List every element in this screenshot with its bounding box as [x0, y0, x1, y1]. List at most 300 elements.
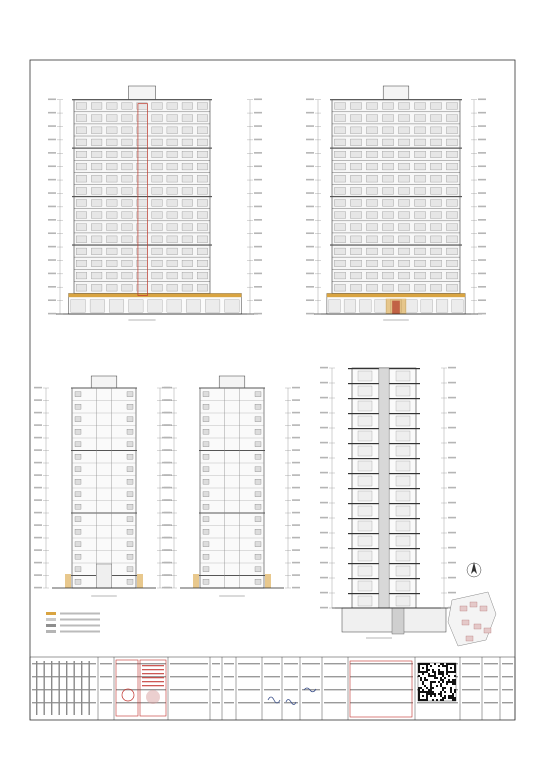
roof-room	[128, 86, 155, 100]
level-mark	[320, 472, 328, 474]
site-building	[484, 628, 491, 633]
room	[358, 476, 372, 486]
level-mark	[48, 192, 56, 194]
window	[382, 151, 393, 158]
level-mark	[306, 192, 314, 194]
level-mark	[162, 549, 170, 551]
qr-module	[448, 695, 450, 697]
window	[382, 139, 393, 146]
window	[446, 236, 457, 243]
window	[76, 260, 87, 267]
qr-module	[454, 679, 456, 681]
window	[414, 127, 425, 134]
window	[167, 224, 178, 231]
entrance	[96, 564, 111, 588]
window	[75, 479, 81, 484]
window	[334, 236, 345, 243]
title-block-text-bar	[264, 689, 280, 690]
shopfront	[406, 300, 418, 313]
window	[350, 163, 361, 170]
qr-module	[440, 695, 442, 697]
qr-finder	[422, 695, 424, 697]
title-block-text-bar	[462, 702, 480, 703]
legend-swatch	[46, 630, 56, 633]
window	[91, 260, 102, 267]
qr-module	[434, 693, 436, 695]
window	[414, 151, 425, 158]
window	[182, 163, 193, 170]
window	[127, 579, 133, 584]
title-block-text-bar	[212, 689, 220, 690]
level-mark	[292, 449, 300, 451]
company-text-stripe	[89, 661, 90, 715]
site-building	[462, 620, 469, 625]
qr-module	[450, 681, 452, 683]
window	[122, 212, 133, 219]
level-mark	[306, 232, 314, 234]
level-mark	[48, 286, 56, 288]
window	[152, 115, 163, 122]
qr-module	[446, 681, 448, 683]
window	[122, 187, 133, 194]
qr-module	[428, 673, 430, 675]
title-block-text-bar	[324, 663, 346, 664]
window	[137, 260, 148, 267]
window	[197, 212, 208, 219]
qr-module	[428, 669, 430, 671]
room	[358, 596, 372, 606]
window	[382, 127, 393, 134]
legend-swatch	[46, 612, 56, 615]
shopfront	[375, 300, 387, 313]
qr-module	[440, 679, 442, 681]
window	[76, 103, 87, 110]
level-mark	[34, 424, 42, 426]
window	[106, 200, 117, 207]
qr-module	[450, 697, 452, 699]
window	[446, 175, 457, 182]
legend-text-bar	[60, 613, 100, 615]
window	[197, 115, 208, 122]
window	[203, 404, 209, 409]
qr-module	[430, 693, 432, 695]
window	[255, 504, 261, 509]
qr-module	[452, 695, 454, 697]
room	[396, 521, 410, 531]
level-mark	[448, 427, 456, 429]
company-text-stripe	[66, 661, 67, 715]
shopfront	[148, 300, 163, 313]
window	[398, 103, 409, 110]
window	[414, 236, 425, 243]
window	[414, 200, 425, 207]
window	[430, 272, 441, 279]
level-mark	[254, 232, 262, 234]
window	[75, 504, 81, 509]
side-elevation-right	[162, 376, 300, 596]
qr-module	[422, 683, 424, 685]
qr-module	[436, 677, 438, 679]
qr-module	[428, 691, 430, 693]
window	[182, 115, 193, 122]
window	[76, 212, 87, 219]
window	[137, 187, 148, 194]
qr-module	[430, 689, 432, 691]
window	[414, 187, 425, 194]
level-mark	[306, 299, 314, 301]
window	[91, 103, 102, 110]
qr-module	[442, 675, 444, 677]
window	[382, 284, 393, 291]
window	[122, 236, 133, 243]
window	[106, 272, 117, 279]
level-mark	[162, 474, 170, 476]
level-mark	[448, 547, 456, 549]
window	[255, 417, 261, 422]
title-block-text-bar	[484, 689, 498, 690]
qr-module	[430, 681, 432, 683]
qr-module	[444, 665, 446, 667]
window	[182, 103, 193, 110]
level-mark	[448, 487, 456, 489]
level-mark	[254, 313, 262, 315]
window	[366, 200, 377, 207]
qr-module	[418, 675, 420, 677]
window	[414, 103, 425, 110]
qr-module	[432, 681, 434, 683]
level-mark	[292, 462, 300, 464]
qr-module	[440, 673, 442, 675]
window	[152, 284, 163, 291]
window	[182, 248, 193, 255]
level-mark	[478, 219, 486, 221]
shopfront	[436, 300, 448, 313]
qr-module	[440, 671, 442, 673]
room	[396, 386, 410, 396]
level-mark	[478, 165, 486, 167]
title-block-text-bar	[170, 689, 208, 690]
level-mark	[34, 437, 42, 439]
title-block-text-bar	[302, 663, 320, 664]
window	[122, 248, 133, 255]
window	[366, 212, 377, 219]
window	[182, 200, 193, 207]
window	[76, 139, 87, 146]
level-mark	[292, 562, 300, 564]
level-mark	[448, 472, 456, 474]
level-mark	[34, 499, 42, 501]
window	[398, 284, 409, 291]
window	[334, 187, 345, 194]
window	[152, 151, 163, 158]
level-mark	[478, 246, 486, 248]
company-text-stripe	[81, 661, 82, 715]
window	[255, 429, 261, 434]
window	[398, 175, 409, 182]
level-mark	[34, 562, 42, 564]
title-block-text-bar	[324, 676, 346, 677]
title-block-text-bar	[170, 702, 208, 703]
window	[127, 529, 133, 534]
level-mark	[162, 524, 170, 526]
qr-module	[452, 683, 454, 685]
shopfront	[128, 300, 143, 313]
window	[197, 272, 208, 279]
level-mark	[254, 139, 262, 141]
window	[137, 224, 148, 231]
window	[366, 175, 377, 182]
window	[382, 236, 393, 243]
window	[430, 139, 441, 146]
certification-text-bar	[142, 669, 164, 670]
room	[358, 401, 372, 411]
window	[366, 103, 377, 110]
title-block-text-bar	[100, 702, 112, 703]
title-block-text-bar	[462, 676, 480, 677]
window	[382, 260, 393, 267]
shopfront	[359, 300, 371, 313]
window	[382, 248, 393, 255]
window	[106, 127, 117, 134]
window	[76, 115, 87, 122]
level-mark	[320, 502, 328, 504]
window	[152, 200, 163, 207]
level-mark	[48, 273, 56, 275]
slab-band	[71, 450, 137, 451]
title-block-text-bar	[502, 702, 513, 703]
certification-text-bar	[142, 673, 164, 674]
level-mark	[48, 206, 56, 208]
level-mark	[448, 382, 456, 384]
window	[414, 212, 425, 219]
qr-module	[442, 681, 444, 683]
window	[106, 224, 117, 231]
site-building	[480, 606, 487, 611]
qr-module	[452, 681, 454, 683]
window	[430, 284, 441, 291]
level-mark	[162, 424, 170, 426]
qr-module	[452, 679, 454, 681]
room	[358, 521, 372, 531]
window	[127, 404, 133, 409]
site-building	[474, 624, 481, 629]
window	[430, 260, 441, 267]
window	[182, 272, 193, 279]
qr-module	[442, 689, 444, 691]
window	[382, 175, 393, 182]
level-mark	[306, 246, 314, 248]
title-block-text-bar	[238, 702, 260, 703]
level-mark	[478, 206, 486, 208]
title-block-text-bar	[502, 676, 513, 677]
level-mark	[292, 574, 300, 576]
side-elevation-left	[34, 376, 172, 596]
level-mark	[34, 587, 42, 589]
level-mark	[478, 98, 486, 100]
window	[122, 175, 133, 182]
title-block-text-bar	[116, 663, 166, 664]
level-mark	[254, 112, 262, 114]
window	[91, 175, 102, 182]
slab-band	[199, 575, 265, 576]
level-mark	[48, 246, 56, 248]
level-mark	[292, 549, 300, 551]
window	[122, 103, 133, 110]
window	[197, 236, 208, 243]
level-mark	[162, 487, 170, 489]
window	[350, 175, 361, 182]
level-mark	[254, 179, 262, 181]
room	[358, 431, 372, 441]
room	[358, 491, 372, 501]
window	[76, 127, 87, 134]
level-mark	[34, 537, 42, 539]
shopfront	[90, 300, 105, 313]
window	[430, 115, 441, 122]
qr-module	[430, 687, 432, 689]
window	[152, 139, 163, 146]
qr-module	[430, 675, 432, 677]
qr-module	[444, 695, 446, 697]
window	[398, 139, 409, 146]
title-block-text-bar	[264, 663, 280, 664]
level-mark	[306, 259, 314, 261]
window	[127, 567, 133, 572]
qr-module	[428, 663, 430, 665]
window	[203, 567, 209, 572]
qr-module	[444, 697, 446, 699]
level-mark	[320, 592, 328, 594]
level-mark	[48, 232, 56, 234]
level-mark	[306, 112, 314, 114]
level-mark	[48, 313, 56, 315]
qr-module	[438, 671, 440, 673]
title-block-text-bar	[284, 663, 298, 664]
window	[382, 115, 393, 122]
window	[122, 224, 133, 231]
qr-module	[440, 699, 442, 701]
room	[396, 566, 410, 576]
window	[75, 442, 81, 447]
window	[76, 200, 87, 207]
level-mark	[292, 587, 300, 589]
level-mark	[320, 412, 328, 414]
title-block-text-bar	[484, 663, 498, 664]
window	[106, 175, 117, 182]
level-mark	[306, 219, 314, 221]
level-mark	[34, 574, 42, 576]
title-block-text-bar	[32, 689, 96, 690]
title-block-text-bar	[32, 663, 96, 664]
room	[396, 416, 410, 426]
level-mark	[448, 592, 456, 594]
level-mark	[448, 412, 456, 414]
shopfront	[186, 300, 201, 313]
level-mark	[254, 192, 262, 194]
window	[152, 127, 163, 134]
qr-module	[442, 687, 444, 689]
window	[137, 272, 148, 279]
title-block-text-bar	[224, 676, 234, 677]
room	[358, 566, 372, 576]
window	[203, 579, 209, 584]
room	[396, 476, 410, 486]
slab-band	[72, 196, 212, 197]
window	[350, 224, 361, 231]
window	[197, 248, 208, 255]
window	[414, 139, 425, 146]
room	[358, 551, 372, 561]
window	[255, 454, 261, 459]
window	[167, 103, 178, 110]
room	[396, 491, 410, 501]
window	[167, 248, 178, 255]
level-mark	[34, 512, 42, 514]
window	[366, 224, 377, 231]
window	[91, 200, 102, 207]
title-block-text-bar	[212, 676, 220, 677]
window	[137, 200, 148, 207]
window	[334, 115, 345, 122]
window	[203, 417, 209, 422]
window	[75, 554, 81, 559]
window	[127, 454, 133, 459]
window	[334, 103, 345, 110]
qr-module	[440, 691, 442, 693]
level-mark	[306, 273, 314, 275]
site-building	[460, 606, 467, 611]
qr-module	[450, 695, 452, 697]
level-mark	[162, 387, 170, 389]
window	[182, 212, 193, 219]
qr-module	[444, 677, 446, 679]
window	[446, 115, 457, 122]
window	[91, 151, 102, 158]
window	[398, 187, 409, 194]
level-mark	[162, 437, 170, 439]
canopy	[137, 574, 143, 588]
qr-module	[434, 695, 436, 697]
qr-module	[434, 681, 436, 683]
window	[255, 542, 261, 547]
podium-fascia	[69, 293, 242, 297]
window	[414, 175, 425, 182]
certification-text-bar	[142, 685, 164, 686]
window	[76, 224, 87, 231]
level-mark	[254, 259, 262, 261]
shopfront	[452, 300, 464, 313]
window	[446, 284, 457, 291]
qr-module	[430, 685, 432, 687]
level-mark	[320, 547, 328, 549]
level-mark	[162, 449, 170, 451]
window	[398, 115, 409, 122]
window	[91, 224, 102, 231]
window	[382, 200, 393, 207]
window	[366, 284, 377, 291]
qr-module	[432, 669, 434, 671]
room	[358, 506, 372, 516]
window	[446, 260, 457, 267]
window	[334, 284, 345, 291]
elevation-front	[48, 86, 262, 320]
title-block-text-bar	[324, 702, 346, 703]
window	[122, 272, 133, 279]
qr-module	[440, 685, 442, 687]
level-mark	[254, 286, 262, 288]
room	[358, 446, 372, 456]
window	[350, 272, 361, 279]
